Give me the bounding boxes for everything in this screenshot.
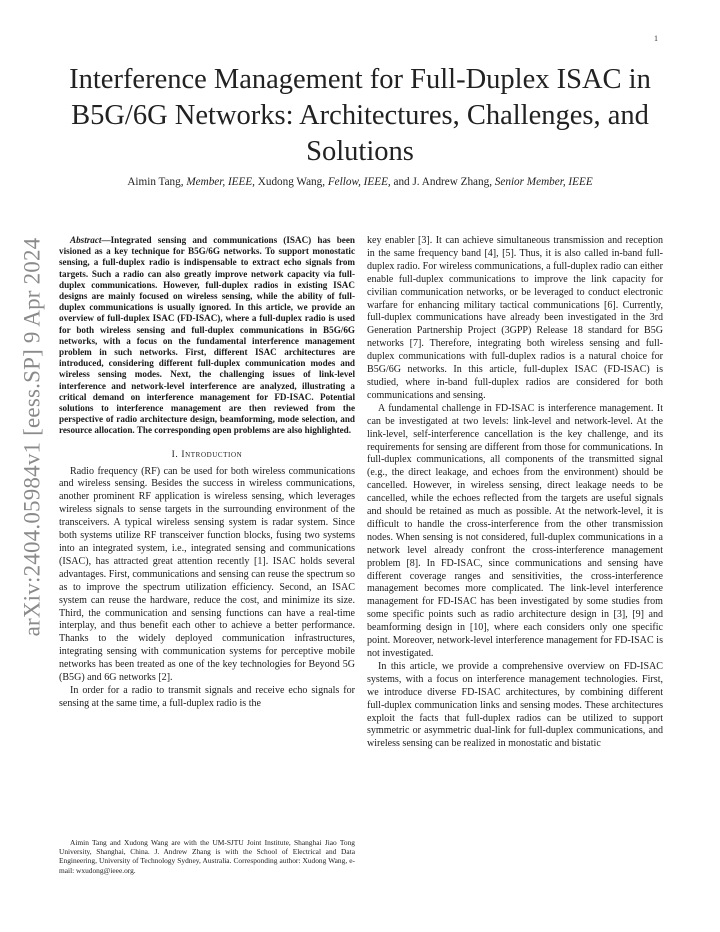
abstract-label: Abstract [70, 235, 102, 245]
intro-right-paragraph-2: A fundamental challenge in FD-ISAC is interference management. It can be investigated at two levels: link-level and network-level. At the link-level, self-interference cancellation is the key challenge, and its requirements for sensing are different from those for communications. In full-duplex communications, all components of the transmitted signal (e.g., the direct leakage, and echoes from the environment) should be cancelled. However, in wireless sensing, direct leakage needs to be cancelled, while the echoes reflected from the targets are useful signals and should be retained as much as possible. At the network-level, it is difficult to handle the cross-interference from the other transmission nodes. When sensing is not considered, full-duplex communications in a network level already confront the cross-interference management problem [8]. In FD-ISAC, since communications and sensing have different coverage ranges and sensitivities, the cross-interference management becomes more complicated. The link-level interference management for FD-ISAC has been investigated by some studies from some specific points such as radio architecture design in [3], [9] and beamforming design in [10], where each considers only one specific point. Moreover, network-level interference management for FD-ISAC is not investigated. [367, 402, 663, 659]
section-heading-introduction: I. Introduction [171, 449, 243, 460]
author-1-name: Aimin Tang, [127, 176, 184, 188]
author-3-role: Senior Member, IEEE [494, 176, 593, 188]
abstract [59, 235, 355, 437]
intro-right-paragraph-1: key enabler [3]. It can achieve simultaneous transmission and reception in the same frequency band [4], [5]. Thus, it is also called in-band full-duplex radio. For wireless communications, a full-duplex radio can either enable full-duplex communications to improve the link capacity for civilian communication networks, or be leveraged to conduct electronic warfare for enhancing military tactical communications [6]. Currently, full-duplex communications have already been investigated in the 3rd Generation Partnership Project (3GPP) Release 18 standard for B5G networks [7]. Therefore, integrating both wireless sensing and full-duplex communications with full-duplex radios is a natural choice for B5G/6G networks. In this article, full-duplex ISAC (FD-ISAC) is studied, where in-band full-duplex radios are considered for both communications and sensing. [367, 235, 663, 401]
intro-left-paragraph-1: Radio frequency (RF) can be used for both wireless communications and wireless sensing. Besides the success in wireless communications, another prominent RF application is wireless sensing, which leverages wireless signals to sense targets in the surrounding environment of the transceivers. A typical wireless sensing system is radar system. Since both systems utilize RF transceiver function blocks, fusing two systems into an integrated system, i.e., integrated sensing and communications (ISAC), has attracted great attention recently [1]. ISAC holds several advantages. First, communications and sensing can reuse the spectrum so as to improve the spectrum utilization efficiency. Second, an ISAC system can reuse the hardware, reduce the cost, and minimize its size. Third, the communication and sensing functions can have a real-time interplay, and thus benefit each other to achieve a better performance. Thanks to the widely deployed communication infrastructures, integrating sensing with communication systems for perceptive mobile networks has been treated as one of the key technologies for Beyond 5G (B5G) and 6G networks [2]. [59, 465, 355, 684]
author-1-role: Member, IEEE, [186, 176, 255, 188]
author-3-name: and J. Andrew Zhang, [393, 176, 492, 188]
arxiv-identifier-stamp[interactable] [10, 232, 54, 642]
author-affiliation-footnote: Aimin Tang and Xudong Wang are with the UM-SJTU Joint Institute, Shanghai Jiao Tong University, Shanghai, China. J. Andrew Zhang is with the School of Electrical and Data Engineering, University of Technology Sydney, Australia. Corresponding author: Xudong Wang, e-mail: wxudong@ieee.org. [59, 838, 355, 875]
author-2-name: Xudong Wang, [257, 176, 326, 188]
arxiv-identifier-text: arXiv:2404.05984v1 [eess.SP] 9 Apr 2024 [19, 237, 44, 637]
right-column [367, 235, 663, 751]
abstract-text: —Integrated sensing and communications (ISAC) has been visioned as a key technique for B5G/6G networks. To support monostatic sensing, a full-duplex radio is indispensable to extract echo signals from targets. Such a radio can also greatly improve network capacity via full-duplex communications. However, full-duplex radios in existing ISAC designs are mainly focused on wireless sensing, while the ability of full-duplex communications is usually ignored. In this article, we provide an overview of full-duplex ISAC (FD-ISAC), where a full-duplex radio is used for both wireless sensing and full-duplex communications in B5G/6G networks, with a focus on the fundamental interference management problem in such networks. First, different ISAC architectures are introduced, considering different full-duplex communication modes and wireless sensing modes. Next, the challenging issues of link-level interference and network-level interference are analyzed, illustrating a critical demand on interference management for FD-ISAC. Potential solutions to interference management are then reviewed from the perspective of radio architecture design, beamforming, mode selection, and resource allocation. The corresponding open problems are also highlighted. [59, 235, 355, 436]
intro-right-paragraph-3: In this article, we provide a comprehensive overview on FD-ISAC systems, with a focus on interference management technologies. First, we introduce diverse FD-ISAC architectures, by combining different full-duplex communication links and sensing modes. These architectures exploit the facts that full-duplex radios can be utilized to support symmetric or asymmetric dual-link for full-duplex communications, and wireless sensing can be realized in monostatic and bistatic [367, 660, 663, 750]
page-number: 1 [654, 34, 658, 43]
author-2-role: Fellow, IEEE, [327, 176, 391, 188]
intro-left-paragraph-2: In order for a radio to transmit signals and receive echo signals for sensing at the same time, a full-duplex radio is the [59, 684, 355, 709]
paper-title: Interference Management for Full-Duplex ISAC in B5G/6G Networks: Architectures, Challenges, and Solutions [69, 64, 651, 167]
author-line [60, 176, 660, 188]
left-column [59, 235, 355, 711]
